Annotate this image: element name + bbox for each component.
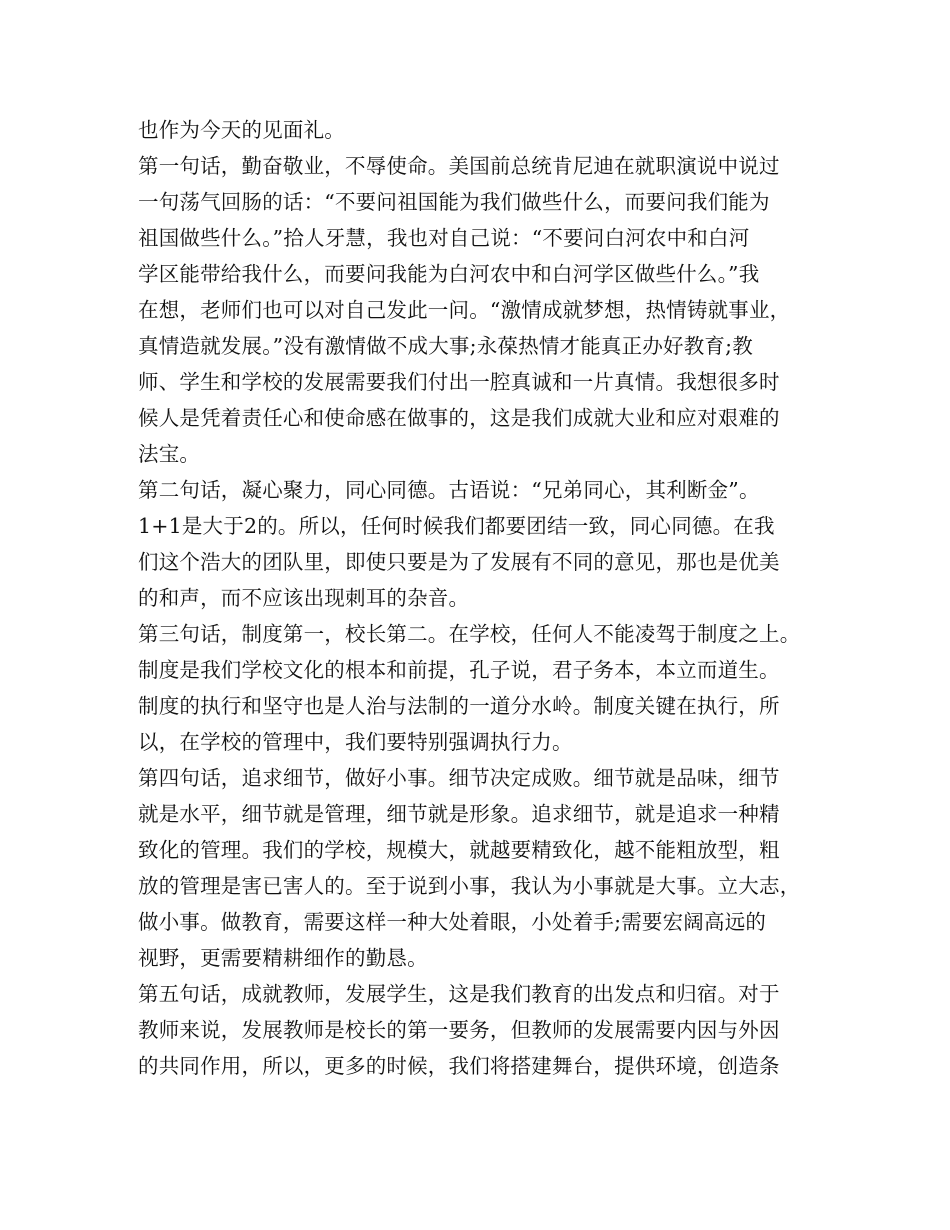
text-line: 做小事。做教育，需要这样一种大处着眼，小处着手;需要宏阔高远的 [138, 910, 767, 934]
text-line: 的和声，而不应该出现刺耳的杂音。 [138, 586, 470, 610]
text-line: 视野，更需要精耕细作的勤恳。 [138, 946, 428, 970]
text-line: 放的管理是害已害人的。至于说到小事，我认为小事就是大事。立大志， [138, 874, 801, 898]
text-line: 师、学生和学校的发展需要我们付出一腔真诚和一片真情。我想很多时 [138, 370, 780, 394]
text-line: 致化的管理。我们的学校，规模大，就越要精致化，越不能粗放型，粗 [138, 838, 780, 862]
text-line: 在想，老师们也可以对自己发此一问。“激情成就梦想，热情铸就事业， [138, 298, 791, 322]
text-line: 候人是凭着责任心和使命感在做事的，这是我们成就大业和应对艰难的 [138, 406, 780, 430]
text-line: 也作为今天的见面礼。 [138, 118, 345, 142]
text-line: 一句荡气回肠的话：“不要问祖国能为我们做些什么，而要问我们能为 [138, 190, 770, 214]
text-line: 第一句话，勤奋敬业，不辱使命。美国前总统肯尼迪在就职演说中说过 [138, 154, 780, 178]
text-line: 制度的执行和坚守也是人治与法制的一道分水岭。制度关键在执行，所 [138, 694, 780, 718]
text-line: 制度是我们学校文化的根本和前提，孔子说，君子务本，本立而道生。 [138, 658, 780, 682]
text-line: 第二句话，凝心聚力，同心同德。古语说：“兄弟同心，其利断金”。 [138, 478, 760, 502]
text-line: 1+1是大于2的。所以，任何时候我们都要团结一致，同心同德。在我 [138, 514, 775, 538]
text-line: 们这个浩大的团队里，即使只要是为了发展有不同的意见，那也是优美 [138, 550, 780, 574]
text-line: 的共同作用，所以，更多的时候，我们将搭建舞台，提供环境，创造条 [138, 1054, 780, 1078]
text-line: 第五句话，成就教师，发展学生，这是我们教育的出发点和归宿。对于 [138, 982, 780, 1006]
text-line: 祖国做些什么。”拾人牙慧，我也对自己说：“不要问白河农中和白河 [138, 226, 750, 250]
text-line: 教师来说，发展教师是校长的第一要务，但教师的发展需要内因与外因 [138, 1018, 780, 1042]
text-line: 第四句话，追求细节，做好小事。细节决定成败。细节就是品味，细节 [138, 766, 780, 790]
document-body [138, 112, 828, 1084]
text-line: 就是水平，细节就是管理，细节就是形象。追求细节，就是追求一种精 [138, 802, 780, 826]
text-line: 第三句话，制度第一，校长第二。在学校，任何人不能凌驾于制度之上。 [138, 622, 801, 646]
text-line: 学区能带给我什么，而要问我能为白河农中和白河学区做些什么。”我 [138, 262, 760, 286]
text-line: 法宝。 [138, 442, 201, 466]
text-line: 真情造就发展。”没有激情做不成大事;永葆热情才能真正办好教育;教 [138, 334, 753, 358]
text-line: 以，在学校的管理中，我们要特别强调执行力。 [138, 730, 573, 754]
